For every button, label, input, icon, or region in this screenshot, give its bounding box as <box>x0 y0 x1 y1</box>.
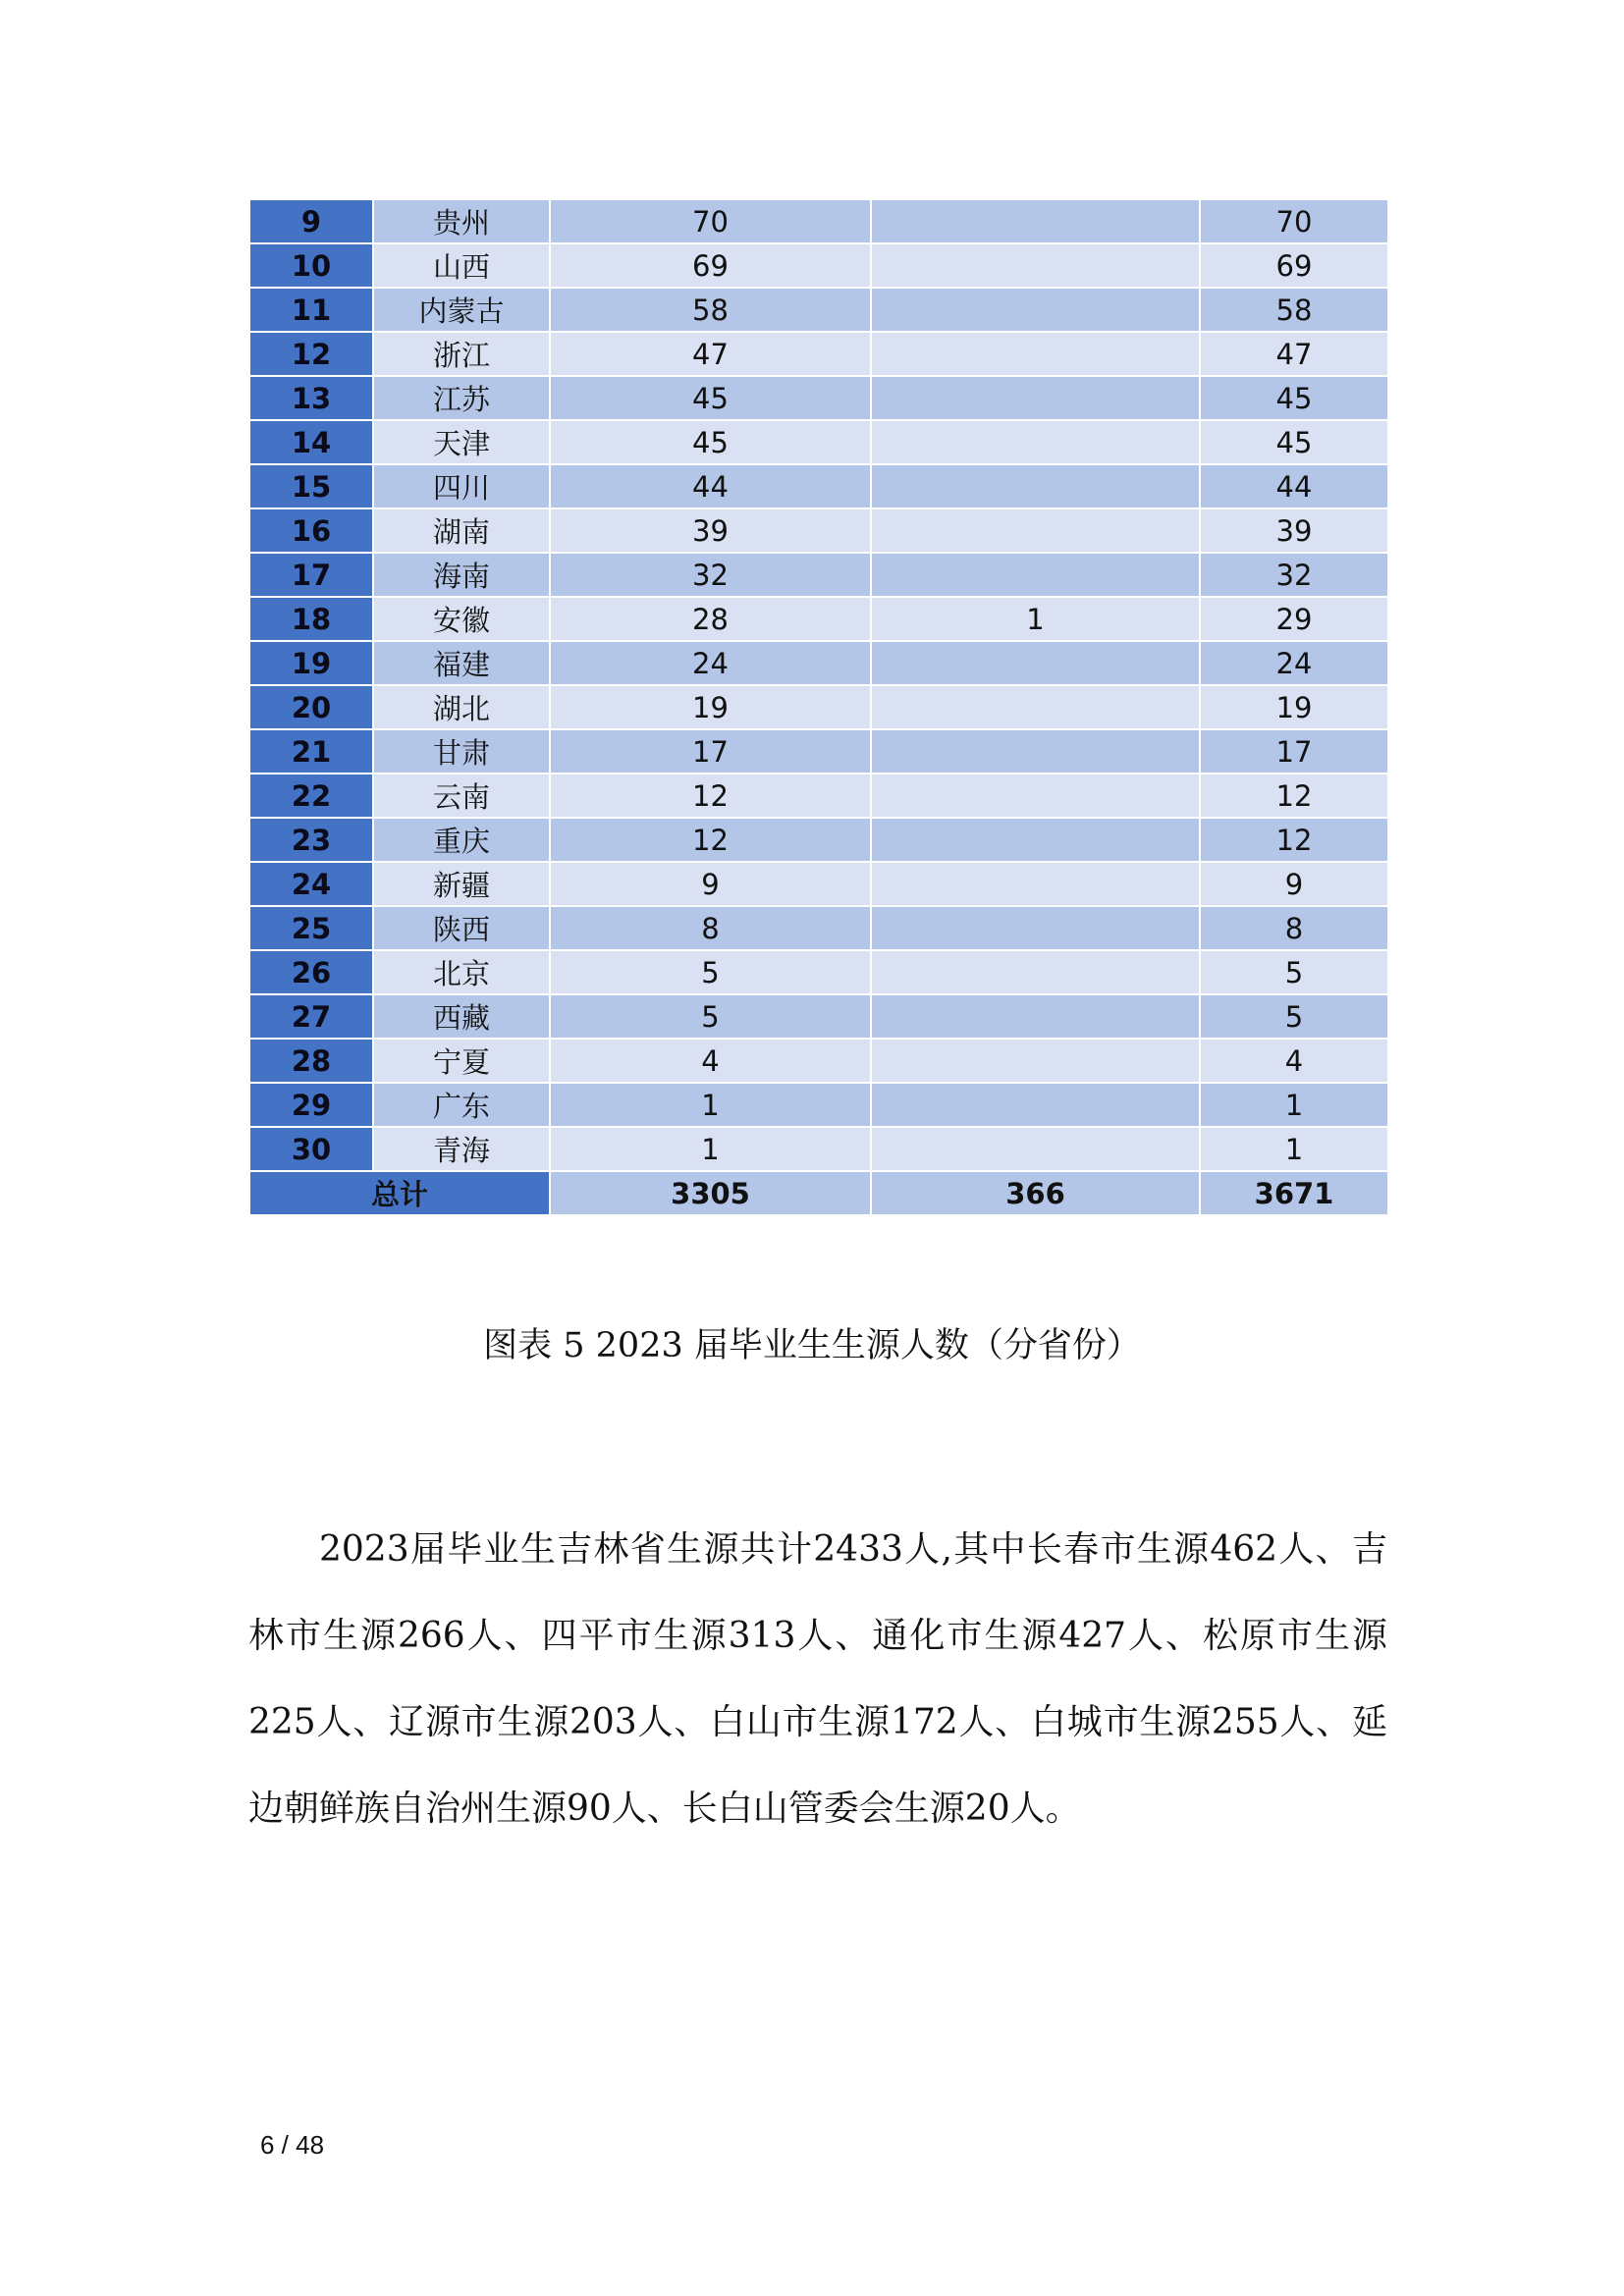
table-row <box>249 1127 1388 1171</box>
province-cell: 天津 <box>373 420 550 464</box>
col2-total-cell: 366 <box>871 1171 1200 1215</box>
col1-cell: 45 <box>550 420 871 464</box>
col2-cell <box>871 288 1200 332</box>
province-cell: 广东 <box>373 1083 550 1127</box>
col1-cell: 47 <box>550 332 871 376</box>
col2-cell <box>871 1083 1200 1127</box>
table-row <box>249 950 1388 994</box>
total-cell: 69 <box>1200 243 1388 288</box>
total-cell: 24 <box>1200 641 1388 685</box>
table-row <box>249 818 1388 862</box>
table-row <box>249 994 1388 1039</box>
total-cell: 70 <box>1200 199 1388 243</box>
rank-cell: 30 <box>249 1127 373 1171</box>
province-cell: 江苏 <box>373 376 550 420</box>
total-cell: 45 <box>1200 376 1388 420</box>
total-cell: 1 <box>1200 1127 1388 1171</box>
table-row <box>249 641 1388 685</box>
col2-cell <box>871 376 1200 420</box>
col2-cell <box>871 906 1200 950</box>
table-row <box>249 1083 1388 1127</box>
figure-caption: 图表 5 2023 届毕业生生源人数（分省份） <box>483 1326 1141 1365</box>
col2-cell <box>871 774 1200 818</box>
col2-cell <box>871 508 1200 553</box>
total-cell: 4 <box>1200 1039 1388 1083</box>
province-cell: 海南 <box>373 553 550 597</box>
col1-cell: 8 <box>550 906 871 950</box>
total-cell: 44 <box>1200 464 1388 508</box>
rank-cell: 10 <box>249 243 373 288</box>
total-cell: 39 <box>1200 508 1388 553</box>
rank-cell: 22 <box>249 774 373 818</box>
rank-cell: 21 <box>249 729 373 774</box>
col1-cell: 19 <box>550 685 871 729</box>
total-cell: 58 <box>1200 288 1388 332</box>
table-row <box>249 1039 1388 1083</box>
total-cell: 45 <box>1200 420 1388 464</box>
col2-cell <box>871 420 1200 464</box>
total-cell: 8 <box>1200 906 1388 950</box>
rank-cell: 26 <box>249 950 373 994</box>
table-row <box>249 376 1388 420</box>
col2-cell <box>871 199 1200 243</box>
col2-cell <box>871 818 1200 862</box>
rank-cell: 18 <box>249 597 373 641</box>
province-cell: 内蒙古 <box>373 288 550 332</box>
total-cell: 5 <box>1200 950 1388 994</box>
province-cell: 重庆 <box>373 818 550 862</box>
col1-cell: 28 <box>550 597 871 641</box>
total-cell: 47 <box>1200 332 1388 376</box>
col2-cell <box>871 553 1200 597</box>
table-row <box>249 508 1388 553</box>
province-cell: 浙江 <box>373 332 550 376</box>
table-row <box>249 906 1388 950</box>
province-cell: 湖南 <box>373 508 550 553</box>
col2-cell <box>871 641 1200 685</box>
total-label-cell: 总计 <box>249 1171 550 1215</box>
province-cell: 湖北 <box>373 685 550 729</box>
rank-cell: 14 <box>249 420 373 464</box>
province-cell: 青海 <box>373 1127 550 1171</box>
rank-cell: 20 <box>249 685 373 729</box>
province-source-table <box>248 198 1389 1216</box>
rank-cell: 23 <box>249 818 373 862</box>
col1-cell: 1 <box>550 1083 871 1127</box>
col1-cell: 44 <box>550 464 871 508</box>
col2-cell <box>871 729 1200 774</box>
province-cell: 四川 <box>373 464 550 508</box>
col2-cell <box>871 243 1200 288</box>
col1-cell: 4 <box>550 1039 871 1083</box>
table-row <box>249 553 1388 597</box>
col1-cell: 5 <box>550 950 871 994</box>
col1-cell: 69 <box>550 243 871 288</box>
table-row <box>249 420 1388 464</box>
province-cell: 宁夏 <box>373 1039 550 1083</box>
province-cell: 西藏 <box>373 994 550 1039</box>
table-row <box>249 774 1388 818</box>
col2-cell <box>871 994 1200 1039</box>
table-row <box>249 288 1388 332</box>
col1-cell: 70 <box>550 199 871 243</box>
col2-cell <box>871 464 1200 508</box>
total-cell: 29 <box>1200 597 1388 641</box>
total-cell: 12 <box>1200 774 1388 818</box>
col1-cell: 12 <box>550 818 871 862</box>
rank-cell: 27 <box>249 994 373 1039</box>
table-row <box>249 199 1388 243</box>
total-cell: 17 <box>1200 729 1388 774</box>
col2-cell: 1 <box>871 597 1200 641</box>
rank-cell: 16 <box>249 508 373 553</box>
total-cell: 32 <box>1200 553 1388 597</box>
page-number: 6 / 48 <box>260 2130 325 2160</box>
col2-cell <box>871 1039 1200 1083</box>
rank-cell: 11 <box>249 288 373 332</box>
grand-total-cell: 3671 <box>1200 1171 1388 1215</box>
province-cell: 安徽 <box>373 597 550 641</box>
province-cell: 贵州 <box>373 199 550 243</box>
rank-cell: 28 <box>249 1039 373 1083</box>
province-cell: 云南 <box>373 774 550 818</box>
col1-cell: 32 <box>550 553 871 597</box>
rank-cell: 9 <box>249 199 373 243</box>
rank-cell: 24 <box>249 862 373 906</box>
table-row <box>249 597 1388 641</box>
rank-cell: 17 <box>249 553 373 597</box>
table-row <box>249 685 1388 729</box>
col2-cell <box>871 685 1200 729</box>
table-row <box>249 729 1388 774</box>
rank-cell: 25 <box>249 906 373 950</box>
province-cell: 新疆 <box>373 862 550 906</box>
rank-cell: 13 <box>249 376 373 420</box>
total-cell: 1 <box>1200 1083 1388 1127</box>
total-cell: 9 <box>1200 862 1388 906</box>
col1-total-cell: 3305 <box>550 1171 871 1215</box>
col1-cell: 17 <box>550 729 871 774</box>
table-row <box>249 332 1388 376</box>
col1-cell: 24 <box>550 641 871 685</box>
col1-cell: 5 <box>550 994 871 1039</box>
total-cell: 19 <box>1200 685 1388 729</box>
col2-cell <box>871 332 1200 376</box>
col1-cell: 45 <box>550 376 871 420</box>
total-cell: 12 <box>1200 818 1388 862</box>
col2-cell <box>871 862 1200 906</box>
rank-cell: 15 <box>249 464 373 508</box>
province-cell: 陕西 <box>373 906 550 950</box>
total-cell: 5 <box>1200 994 1388 1039</box>
table-row <box>249 464 1388 508</box>
col1-cell: 58 <box>550 288 871 332</box>
rank-cell: 19 <box>249 641 373 685</box>
province-cell: 山西 <box>373 243 550 288</box>
col1-cell: 39 <box>550 508 871 553</box>
table-body <box>249 199 1388 1215</box>
col1-cell: 1 <box>550 1127 871 1171</box>
col1-cell: 9 <box>550 862 871 906</box>
body-paragraph: 2023届毕业生吉林省生源共计2433人,其中长春市生源462人、吉林市生源266人、四平市生源313人、通化市生源427人、松原市生源225人、辽源市生源203人、白山市生源172人、白城市生源255人、延边朝鲜族自治州生源90人、长白山管委会生源20人。 <box>248 1529 1387 1829</box>
col1-cell: 12 <box>550 774 871 818</box>
rank-cell: 29 <box>249 1083 373 1127</box>
table-row <box>249 862 1388 906</box>
province-cell: 甘肃 <box>373 729 550 774</box>
rank-cell: 12 <box>249 332 373 376</box>
province-cell: 福建 <box>373 641 550 685</box>
total-row <box>249 1171 1388 1215</box>
table-row <box>249 243 1388 288</box>
province-cell: 北京 <box>373 950 550 994</box>
col2-cell <box>871 950 1200 994</box>
col2-cell <box>871 1127 1200 1171</box>
